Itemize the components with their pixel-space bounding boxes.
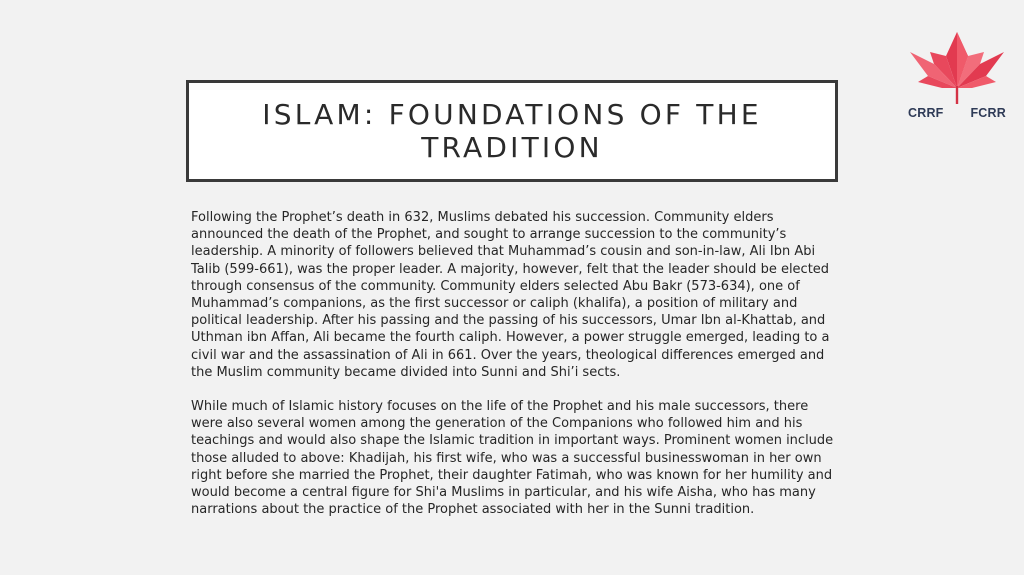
slide-title: ISLAM: FOUNDATIONS OF THE TRADITION xyxy=(262,98,762,164)
title-box xyxy=(186,80,838,182)
slide-body xyxy=(191,209,839,535)
paragraph-women: While much of Islamic history focuses on the life of the Prophet and his male successors, there were also several women among the generation of the Companions who followed him and his teachings and would also shape the Islamic tradition in important ways. Prominent women include those alluded to above: Khadijah, his first wife, who was a successful businesswoman in her own right before she married the Prophet, their daughter Fatimah, who was known for her humility and would become a central figure for Shi'a Muslims in particular, and his wife Aisha, who has many narrations about the practice of the Prophet associated with her in the Sunni tradition. xyxy=(191,399,834,518)
logo-text-fcrr: FCRR xyxy=(970,106,1006,120)
paragraph-succession: Following the Prophet’s death in 632, Muslims debated his succession. Community elders announced the death of the Prophet, and sought to arrange succession to the community’s leadership. A minority of followers believed that Muhammad’s cousin and son-in-law, Ali Ibn Abi Talib (599-661), was the proper leader. A majority, however, felt that the leader should be elected through consensus of the community. Community elders selected Abu Bakr (573-634), one of Muhammad’s companions, as the first successor or caliph (khalifa), a position of military and political leadership. After his passing and the passing of his successors, Umar Ibn al-Khattab, and Uthman ibn Affan, Ali became the fourth caliph. However, a power struggle emerged, leading to a civil war and the assassination of Ali in 661. Over the years, theological differences emerged and the Muslim community became divided into Sunni and Shi’i sects. xyxy=(191,210,830,380)
logo-text xyxy=(908,106,1006,120)
crrf-logo xyxy=(908,30,1006,124)
maple-leaf-icon xyxy=(908,30,1006,108)
logo-text-crrf: CRRF xyxy=(908,106,944,120)
